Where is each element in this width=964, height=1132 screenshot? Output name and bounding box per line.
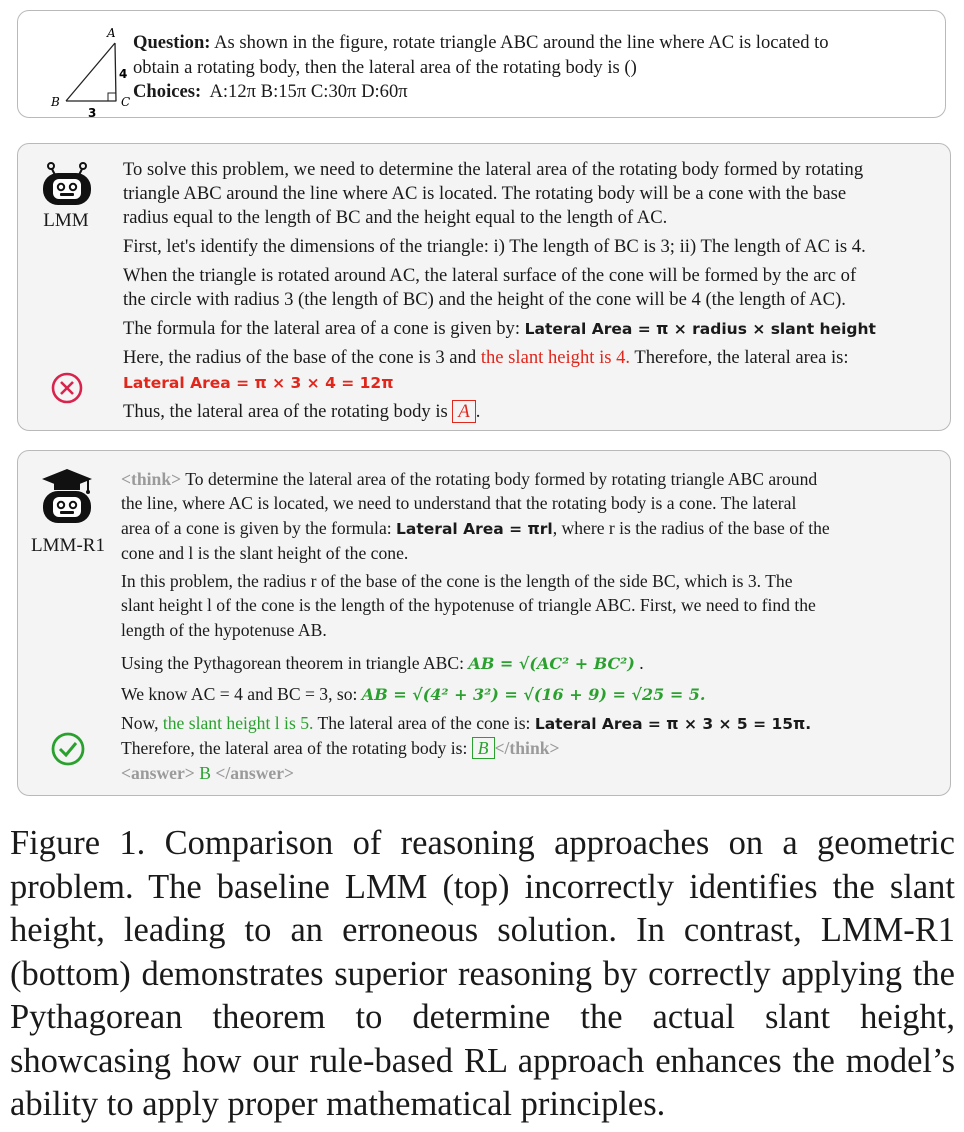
think-open-tag: <think> (121, 469, 182, 489)
question-label: Question: (133, 32, 211, 53)
lmm-label: LMM (43, 210, 89, 231)
r1-line-5: In this problem, the radius r of the base of the cone is the length of the side BC, which is 3. The (121, 571, 793, 591)
think-close-tag: </think> (494, 738, 560, 758)
lmm-line-7: The formula for the lateral area of a cone is given by: Lateral Area = π × radius × slant height (123, 318, 876, 339)
pythagorean-formula: AB = √(AC² + BC²) (468, 654, 635, 673)
lmm-line-6: the circle with radius 3 (the length of BC) and the height of the cone will be 4 (the length of AC). (123, 289, 846, 310)
choices-line: Choices: A:12π B:15π C:30π D:60π (133, 81, 408, 102)
side-ac-length: 4 (119, 67, 128, 81)
r1-line-9: We know AC = 4 and BC = 3, so: AB = √(4² + 3²) = √(16 + 9) = √25 = 5. (121, 684, 706, 704)
correct-slant-height: the slant height l is 5. (162, 713, 314, 733)
robot-icon (40, 161, 94, 207)
hypotenuse-calc: AB = √(4² + 3²) = √(16 + 9) = √25 = 5. (361, 685, 706, 704)
lmm-line-8: Here, the radius of the base of the cone is 3 and the slant height is 4. Therefore, the lateral area is: (123, 347, 849, 368)
vertex-c: C (121, 95, 131, 109)
wrong-icon (50, 371, 84, 405)
r1-line-7: length of the hypotenuse AB. (121, 620, 327, 640)
lateral-area-formula: Lateral Area = π × radius × slant height (524, 320, 876, 338)
choices-label: Choices: (133, 81, 202, 102)
answer-open-tag: <answer> (121, 763, 195, 783)
correct-lateral-area: Lateral Area = π × 3 × 5 = 15π. (534, 715, 812, 733)
r1-line-12 (121, 761, 294, 785)
vertex-a: A (107, 26, 116, 40)
lmm-response-box (17, 143, 951, 431)
lmm-line-4: First, let's identify the dimensions of the triangle: i) The length of BC is 3; ii) The length of AC is 4. (123, 236, 866, 257)
lmm-r1-response-box (17, 450, 951, 796)
r1-line-1: <think> To determine the lateral area of the rotating body formed by rotating triangle ABC around (121, 469, 818, 489)
wrong-lateral-area: Lateral Area = π × 3 × 4 = 12π (123, 374, 394, 392)
r1-line-10: Now, the slant height l is 5. The lateral area of the cone is: Lateral Area = π × 3 × 5 = 15π. (121, 713, 812, 733)
question-line-2: obtain a rotating body, then the lateral area of the rotating body is () (133, 57, 637, 78)
final-answer: B (194, 763, 216, 783)
figure-caption: Figure 1. Comparison of reasoning approaches on a geometric problem. The baseline LMM (top) incorrectly identifies the slant height, leading to an erroneous solution. In contrast, LMM-R1 (bottom) demonstrates superior reasoning by correctly applying the Pythagorean theorem to determine the actual slant height, showcasing how our rule-based RL approach enhances the model’s ability to apply proper mathematical principles. (10, 824, 955, 1123)
lmm-r1-label: LMM-R1 (31, 535, 105, 556)
wrong-slant-height: the slant height is 4. (480, 347, 631, 368)
side-bc-length: 3 (88, 106, 97, 117)
vertex-b: B (51, 95, 60, 109)
question-line-1: Question: As shown in the figure, rotate triangle ABC around the line where AC is located to (133, 32, 829, 53)
r1-line-6: slant height l of the cone is the length of the hypotenuse of triangle ABC. First, we need to find the (121, 595, 816, 615)
graduate-robot-icon (40, 467, 94, 525)
lmm-line-5: When the triangle is rotated around AC, the lateral surface of the cone will be formed by the arc of (123, 265, 857, 286)
question-box (17, 10, 946, 118)
r1-line-3: area of a cone is given by the formula: Lateral Area = πrl, where r is the radius of the base of the (121, 518, 830, 538)
r1-line-2: the line, where AC is located, we need to understand that the rotating body is a cone. The lateral (121, 493, 797, 513)
lmm-line-1: To solve this problem, we need to determine the lateral area of the rotating body formed by rotating (123, 159, 864, 180)
r1-line-4: cone and l is the slant height of the cone. (121, 543, 409, 563)
lmm-line-2: triangle ABC around the line where AC is located. The rotating body will be a cone with the base (123, 183, 847, 204)
answer-close-tag: </answer> (215, 763, 295, 783)
r1-line-11: Therefore, the lateral area of the rotating body is: B </think> (121, 738, 560, 758)
lmm-answer-badge: A (452, 400, 475, 423)
r1-answer-badge: B (472, 737, 495, 759)
cone-area-formula: Lateral Area = πrl (396, 520, 553, 538)
triangle-figure (30, 19, 140, 117)
lmm-line-3: radius equal to the length of BC and the height equal to the length of AC. (123, 207, 668, 228)
lmm-line-9 (123, 371, 393, 395)
lmm-line-10: Thus, the lateral area of the rotating body is A . (123, 401, 481, 422)
r1-line-8: Using the Pythagorean theorem in triangle ABC: AB = √(AC² + BC²) . (121, 653, 644, 673)
correct-icon (50, 731, 86, 767)
